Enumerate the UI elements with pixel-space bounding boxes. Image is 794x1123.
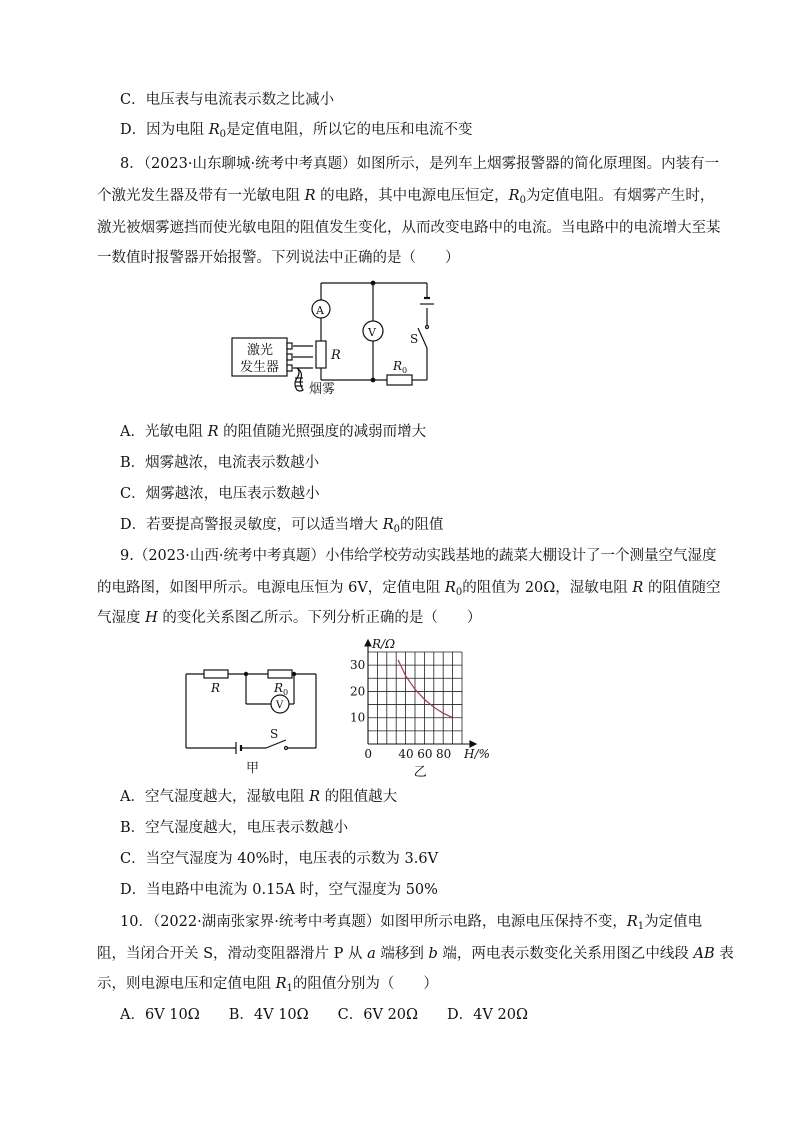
q10-stem-line2: 阻，当闭合开关 S，滑动变阻器滑片 P 从 a 端移到 b 端，两电表示数变化关系用图乙中线段 AB 表 (97, 946, 734, 962)
r0-label: R (274, 681, 284, 695)
q7-option-d: D．因为电阻 $R_0$是定值电阻，所以它的电压和电流不变 (120, 122, 473, 140)
q8-stem-line3: 激光被烟雾遮挡而使光敏电阻的阻值发生变化，从而改变电路中的电流。当电路中的电流增大至某 (97, 220, 721, 236)
q8-option-c: C．烟雾越浓，电压表示数越小 (120, 486, 320, 502)
r-h-curve (398, 660, 453, 718)
x-axis-label: H/% (464, 747, 490, 761)
q8-circuit-figure (225, 278, 455, 403)
q9-stem-line2: 的电路图，如图甲所示。电源电压恒为 6V，定值电阻 $R_0$的阻值为 20Ω，湿敏电阻 R 的阻值随空 (97, 580, 721, 598)
q7-option-c: C．电压表与电流表示数之比减小 (120, 92, 335, 108)
q9-stem-line3: 气湿度 H 的变化关系图乙所示。下列分析正确的是（ ） (97, 610, 482, 626)
q10-stem-line3: 示，则电源电压和定值电阻 $R_1$的阻值分别为（ ） (97, 976, 438, 994)
ammeter-label: A (316, 304, 324, 317)
x-tick-label: 0 (364, 747, 373, 761)
photoresistor-label: R (331, 348, 341, 363)
smoke-icon (295, 368, 303, 391)
q8-option-b: B．烟雾越浓，电流表示数越小 (120, 455, 320, 471)
y-tick-label: 10 (350, 710, 366, 725)
q8-stem-line2: 个激光发生器及带有一光敏电阻 R 的电路，其中电源电压恒定，$R_0$为定值电阻。有烟雾产生时， (97, 188, 715, 206)
switch-label: S (270, 727, 279, 741)
switch-label: S (410, 332, 419, 346)
y-tick-label: 20 (350, 684, 366, 699)
q9-option-d: D．当电路中电流为 0.15A 时，空气湿度为 50% (120, 882, 438, 898)
resistor-r (204, 670, 228, 678)
smoke-label: 烟雾 (309, 382, 336, 397)
q9-circuit-figure (182, 664, 322, 774)
y-axis-label: R/Ω (372, 637, 396, 651)
voltmeter-label: V (368, 326, 376, 339)
q9-option-a: A．空气湿度越大，湿敏电阻 R 的阻值越大 (120, 789, 398, 805)
resistor-r0 (268, 670, 292, 678)
q8-stem-line1: 8．（2023·山东聊城·统考中考真题）如图所示，是列车上烟雾报警器的简化原理图。内装有一 (120, 156, 720, 172)
r0-sub: 0 (283, 688, 289, 697)
q8-option-d: D．若要提高警报灵敏度，可以适当增大 $R_0$的阻值 (120, 517, 444, 535)
r0-label: R (393, 359, 403, 373)
q9-option-b: B．空气湿度越大，电压表示数越小 (120, 820, 349, 836)
caption-jia: 甲 (246, 761, 260, 774)
r0-sub: 0 (402, 366, 408, 375)
laser-label-2: 发生器 (240, 360, 280, 375)
q9-stem-line1: 9.（2023·山西·统考中考真题）小伟给学校劳动实践基地的蔬菜大棚设计了一个测量空气湿度 (120, 548, 717, 564)
q9-option-c: C．当空气湿度为 40%时，电压表的示数为 3.6V (120, 851, 439, 867)
q8-option-a: A．光敏电阻 R 的阻值随光照强度的减弱而增大 (120, 424, 427, 440)
photoresistor-r (316, 341, 326, 368)
q8-stem-line4: 一数值时报警器开始报警。下列说法中正确的是（ ） (97, 250, 460, 266)
resistor-r0 (387, 375, 412, 385)
y-axis-arrow (365, 640, 371, 646)
x-tick-label: 60 (417, 747, 433, 761)
x-tick-label: 40 (398, 747, 414, 761)
voltmeter-label: V (276, 700, 284, 711)
q10-stem-line1: 10．（2022·湖南张家界·统考中考真题）如图甲所示电路，电源电压保持不变，$R_1$为定值电 (120, 914, 703, 932)
q10-options: A．6V 10Ω B．4V 10Ω C．6V 20Ω D．4V 20Ω (120, 1007, 528, 1023)
laser-label-1: 激光 (247, 343, 274, 358)
y-tick-label: 30 (350, 658, 366, 673)
x-tick-label: 80 (436, 747, 452, 761)
q9-graph-figure (340, 636, 500, 778)
r-label: R (211, 681, 221, 695)
chart-caption: 乙 (413, 765, 427, 778)
